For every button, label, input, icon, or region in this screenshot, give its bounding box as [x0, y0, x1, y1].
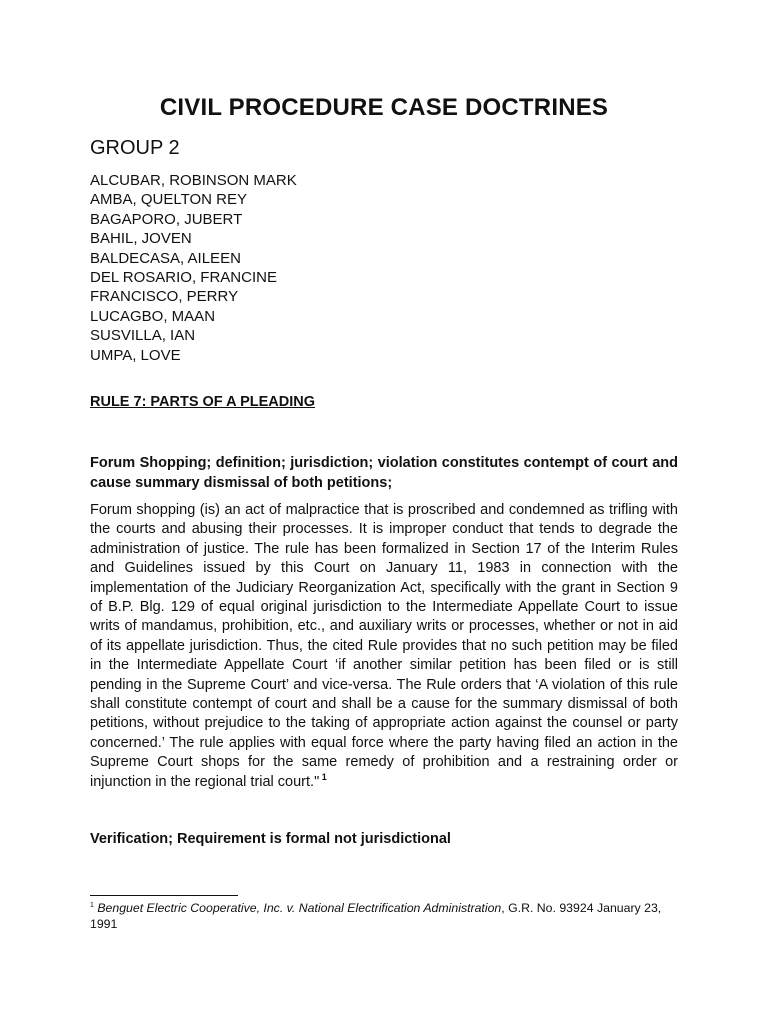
doctrine-body: [90, 501, 678, 792]
footnote-mark: 1: [90, 901, 94, 909]
member-name: UMPA, LOVE: [90, 346, 181, 364]
doctrine-heading: Forum Shopping; definition; jurisdiction; violation constitutes contempt of court and cause summary dismissal of both petitions;: [90, 455, 678, 491]
doctrine-body-text: Forum shopping (is) an act of malpractice that is proscribed and condemned as trifling with the courts and abusing their processes. It is improper conduct that tends to degrade the administration of justice. The rule has been formalized in Section 17 of the Interim Rules and Guidelines issued by this Court on January 11, 1983 in connection with the implementation of the Judiciary Reorganization Act, specifically with the grant in Section 9 of B.P. Blg. 129 of equal original jurisdiction to the Intermediate Appellate Court to issue writs of mandamus, prohibition, etc., and auxiliary writs or processes, whether or not in aid of its appellate jurisdiction. Thus, the cited Rule provides that no such petition may be filed in the Intermediate Appellate Court ‘if another similar petition has been filed or is still pending in the Supreme Court’ and vice-versa. The Rule orders that ‘A violation of this rule shall constitute contempt of court and shall be a cause for the summary dismissal of both petitions, without prejudice to the taking of appropriate action against the counsel or party concerned.’ The rule applies with equal force where the party having filed an action in the Supreme Court shops for the same remedy of prohibition and a restraining order or injunction in the regional trial court.": [90, 502, 678, 790]
member-name: DEL ROSARIO, FRANCINE: [90, 269, 277, 287]
member-name: BALDECASA, AILEEN: [90, 249, 241, 267]
footnote-reference[interactable]: [319, 772, 327, 782]
member-name: LUCAGBO, MAAN: [90, 307, 216, 325]
member-name: BAHIL, JOVEN: [90, 230, 192, 248]
footnote-case-title: Benguet Electric Cooperative, Inc. v. National Electrification Administration: [97, 901, 502, 915]
footnote: [90, 900, 680, 932]
member-name: ALCUBAR, ROBINSON MARK: [90, 172, 297, 189]
member-name: AMBA, QUELTON REY: [90, 191, 247, 209]
member-name: BAGAPORO, JUBERT: [90, 210, 243, 228]
footnote-separator: [90, 895, 238, 896]
rule-heading: RULE 7: PARTS OF A PLEADING: [90, 394, 316, 410]
footnote-reference-number: 1: [321, 771, 327, 782]
member-name: SUSVILLA, IAN: [90, 327, 196, 345]
group-label: GROUP 2: [90, 137, 180, 159]
member-list: [90, 171, 297, 365]
doctrine-heading: Verification; Requirement is formal not jurisdictional: [90, 831, 451, 847]
document-title: CIVIL PROCEDURE CASE DOCTRINES: [159, 94, 609, 121]
footnote-citation: , G.R. No. 93924 January 23, 1991: [90, 901, 662, 931]
member-name: FRANCISCO, PERRY: [90, 288, 239, 306]
